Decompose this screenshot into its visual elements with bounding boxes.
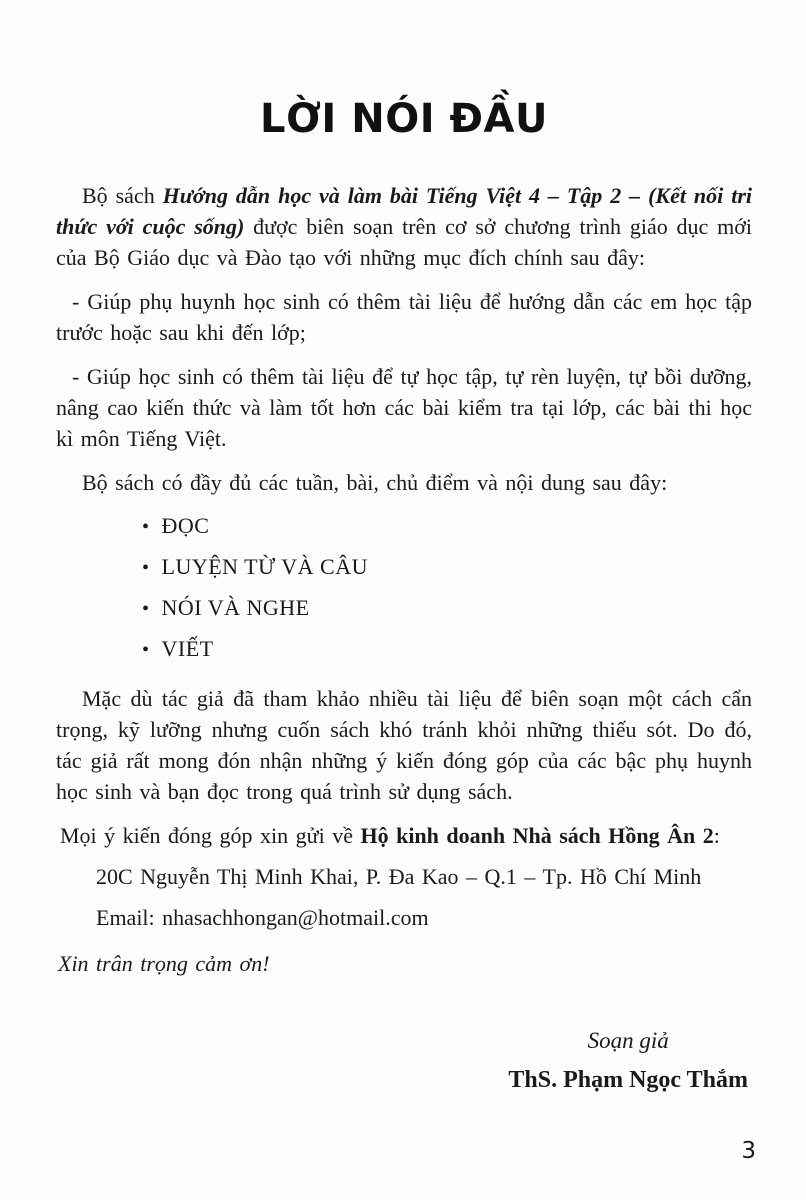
list-item-label: LUYỆN TỪ VÀ CÂU: [161, 554, 368, 579]
feedback-lead: Mọi ý kiến đóng góp xin gửi về: [60, 823, 361, 848]
intro-lead: Bộ sách: [82, 183, 163, 208]
list-item-label: NÓI VÀ NGHE: [161, 595, 310, 620]
purpose-item-1: - Giúp phụ huynh học sinh có thêm tài liệu để hướng dẫn các em học tập trước hoặc sau khi đến lớp;: [56, 289, 752, 345]
intro-paragraph: [56, 180, 752, 273]
list-item-label: VIẾT: [161, 636, 214, 661]
contents-intro: Bộ sách có đầy đủ các tuần, bài, chủ điểm và nội dung sau đây:: [82, 470, 668, 495]
bullet-icon: •: [142, 598, 150, 620]
bullet-icon: •: [142, 516, 150, 538]
publisher-name: Hộ kinh doanh Nhà sách Hồng Ân 2: [360, 823, 714, 848]
feedback-tail: :: [713, 823, 720, 848]
thanks-line: Xin trân trọng cảm ơn!: [58, 951, 270, 976]
email-line: Email: nhasachhongan@hotmail.com: [96, 905, 429, 930]
purpose-item-2: - Giúp học sinh có thêm tài liệu để tự học tập, tự rèn luyện, tự bồi dưỡng, nâng cao kiến thức và làm tốt hơn các bài kiểm tra tại lớp, các bài thi học kì môn Tiếng Việt.: [56, 364, 752, 451]
list-item-doc: [142, 506, 752, 547]
address-line: 20C Nguyễn Thị Minh Khai, P. Đa Kao – Q.1 – Tp. Hồ Chí Minh: [96, 864, 702, 889]
page-number: 3: [741, 1138, 756, 1164]
intro-rest: được biên soạn trên cơ sở chương trình giáo dục mới của Bộ Giáo dục và Đào tạo với những mục đích chính sau đây:: [56, 214, 752, 270]
signature-name: ThS. Phạm Ngọc Thắm: [508, 1067, 748, 1093]
bullet-icon: •: [142, 557, 150, 579]
contents-list: [56, 506, 752, 670]
page-title: LỜI NÓI ĐẦU: [260, 96, 548, 142]
signature-block: [56, 1025, 752, 1096]
book-title: Hướng dẫn học và làm bài Tiếng Việt 4 – Tập 2 – (Kết nối tri thức với cuộc sống): [56, 183, 752, 239]
list-item-label: ĐỌC: [161, 513, 210, 538]
feedback-paragraph: [56, 820, 752, 851]
signature-role: Soạn giả: [587, 1028, 669, 1053]
bullet-icon: •: [142, 639, 150, 661]
disclaimer-paragraph: Mặc dù tác giả đã tham khảo nhiều tài liệu để biên soạn một cách cẩn trọng, kỹ lưỡng nhưng cuốn sách khó tránh khỏi những thiếu sót. Do đó, tác giả rất mong đón nhận những ý kiến đóng góp của các bậc phụ huynh học sinh và bạn đọc trong quá trình sử dụng sách.: [56, 686, 752, 804]
list-item-viet: [142, 629, 752, 670]
list-item-noi-va-nghe: [142, 588, 752, 629]
list-item-luyen-tu-va-cau: [142, 547, 752, 588]
